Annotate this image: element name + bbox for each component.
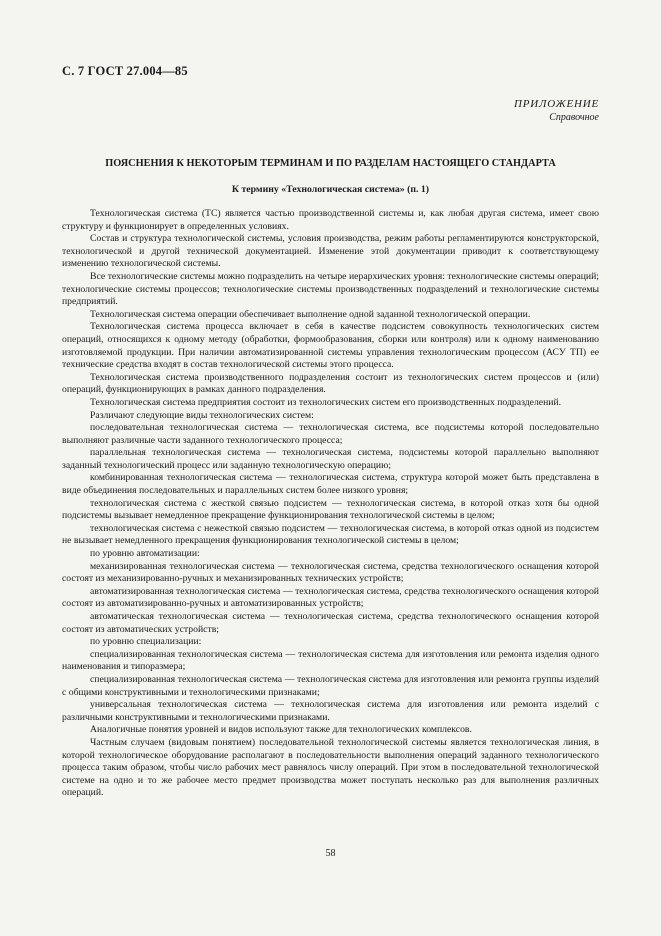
page-number: 58 <box>325 848 336 859</box>
body-text <box>62 208 599 800</box>
paragraph: Технологическая система процесса включает в себя в качестве подсистем совокупность технологических систем операций, относящихся к одному методу (обработки, формообразования, сборки или контроля) или к одному наименованию изготовляемой продукции. При наличии автоматизированной системы управления технологическим процессом (АСУ ТП) ее технические средства входят в состав технологической системы этого процесса. <box>62 321 599 371</box>
paragraph: последовательная технологическая система — технологическая система, все подсистемы которой последовательно выполняют различные части заданного технологического процесса; <box>62 422 599 446</box>
sub-title: К термину «Технологическая система» (п. 1) <box>231 184 430 195</box>
paragraph: Технологическая система предприятия состоит из технологических систем его производственных подразделений. <box>90 396 562 408</box>
paragraph: механизированная технологическая система — технологическая система, средства технологического оснащения которой состоят из механизированно-ручных и механизированных технических устройств; <box>62 560 599 585</box>
paragraph: по уровню автоматизации: <box>90 548 200 560</box>
paragraph: комбинированная технологическая система — технологическая система, структура которой может быть представлена в виде объединения последовательных и параллельных систем более низкого уровня; <box>62 472 599 497</box>
paragraph: по уровню специализации: <box>90 636 202 648</box>
paragraph: Частным случаем (видовым понятием) последовательной технологической системы является технологическая линия, в которой технологическое оборудование располагают в последовательности выполнения операций заданного технологического процесса таким образом, чтобы число рабочих мест равнялось числу операций. При этом в последовательной технологической системе на одно и то же рабочее место предмет производства может поступать несколько раз для выполнения различных операций. <box>62 736 599 799</box>
page-header: С. 7 ГОСТ 27.004—85 <box>62 64 188 78</box>
appendix-label-block <box>514 97 599 124</box>
main-title: ПОЯСНЕНИЯ К НЕКОТОРЫМ ТЕРМИНАМ И ПО РАЗДЕЛАМ НАСТОЯЩЕГО СТАНДАРТА <box>105 158 556 169</box>
appendix-label: ПРИЛОЖЕНИЕ <box>514 98 599 110</box>
appendix-type: Справочное <box>549 112 599 123</box>
paragraph: Технологическая система (ТС) является частью производственной системы и, как любая другая система, имеет свою структуру и функционирует в определенных условиях. <box>62 208 599 232</box>
paragraph: параллельная технологическая система — технологическая система, подсистемы которой параллельно выполняют заданный технологический процесс или заданную технологическую операцию; <box>62 447 599 471</box>
paragraph: Различают следующие виды технологических систем: <box>90 409 314 421</box>
paragraph: технологическая система с нежесткой связью подсистем — технологическая система, в которой отказ одной из подсистем не вызывает немедленного прекращения функционирования технологической системы в целом; <box>62 522 599 547</box>
paragraph: Состав и структура технологической системы, условия производства, режим работы регламентируются конструкторской, технологической и другой технической документацией. Изменение этой документации приводит к соответствующему изменению технологической системы. <box>62 233 599 270</box>
paragraph: Аналогичные понятия уровней и видов используют также для технологических комплексов. <box>90 724 472 736</box>
paragraph: технологическая система с жесткой связью подсистем — технологическая система, в которой отказ хотя бы одной подсистемы вызывает немедленное прекращение функционирования технологической системы в целом; <box>62 497 599 522</box>
paragraph: специализированная технологическая система — технологическая система для изготовления или ремонта группы изделий с общими конструктивными и технологическими признаками; <box>62 673 599 698</box>
paragraph: автоматическая технологическая система — технологическая система, средства технологического оснащения которой состоят из автоматических устройств; <box>62 611 599 635</box>
paragraph: автоматизированная технологическая система — технологическая система, средства технологического оснащения которой состоят из автоматизированно-ручных и автоматизированных устройств; <box>62 585 599 610</box>
paragraph: специализированная технологическая система — технологическая система для изготовления или ремонта изделия одного наименования и типоразмера; <box>62 648 599 673</box>
paragraph: Технологическая система производственного подразделения состоит из технологических систем процессов и (или) операций, функционирующих в рамках данного подразделения. <box>62 371 599 396</box>
paragraph: Технологическая система операции обеспечивает выполнение одной заданной технологической операции. <box>90 308 531 320</box>
paragraph: универсальная технологическая система — технологическая система для изготовления или ремонта изделий с различными конструктивными и технологическими признаками. <box>62 699 599 723</box>
paragraph: Все технологические системы можно подразделить на четыре иерархических уровня: технологические системы операций; технологические системы процессов; технологические системы производственных подразделений и технологические системы предприятий. <box>62 270 599 308</box>
